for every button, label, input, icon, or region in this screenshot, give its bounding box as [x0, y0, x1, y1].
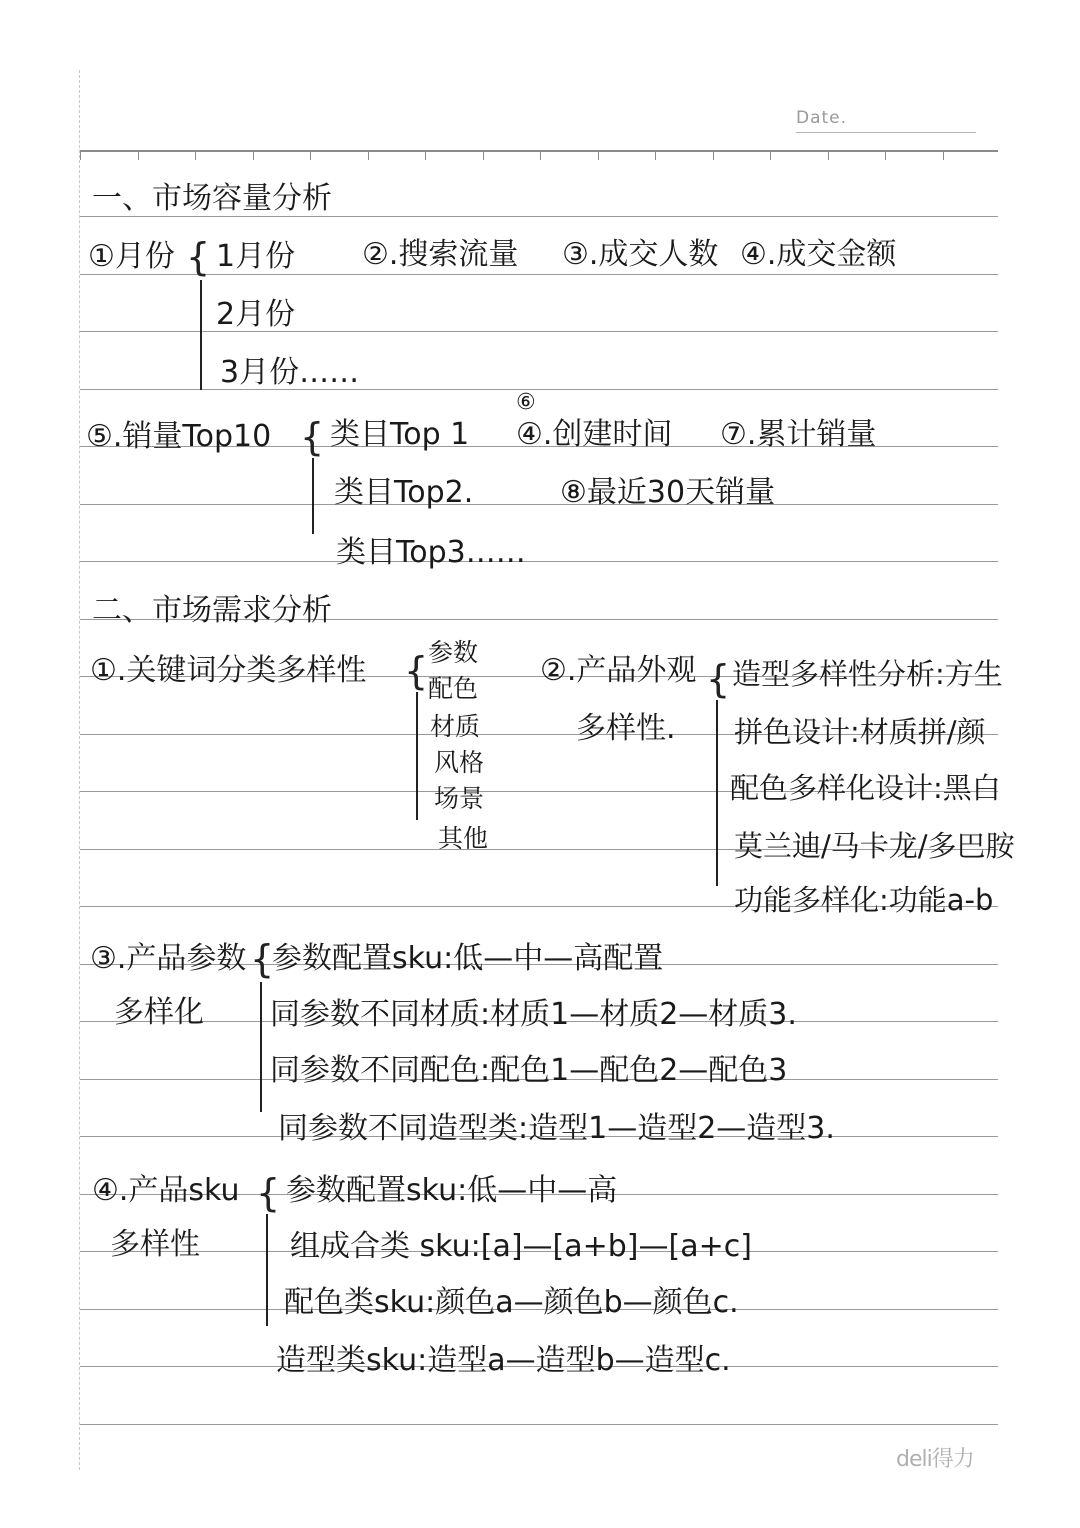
header-tick — [828, 150, 829, 160]
keyword-item-3: 材质 — [430, 712, 481, 741]
header-tick — [943, 150, 944, 160]
header-tick — [425, 150, 426, 160]
params-brace-line — [260, 982, 262, 1112]
header-tick — [195, 150, 196, 160]
ruled-line — [80, 216, 998, 217]
appearance-brace: { — [706, 657, 731, 701]
header-tick — [138, 150, 139, 160]
ruled-line — [80, 504, 998, 505]
header-tick — [80, 150, 81, 160]
header-tick — [540, 150, 541, 160]
top10-brace: { — [300, 415, 325, 459]
appearance-item-2: 拼色设计:材质拼/颜 — [734, 715, 986, 749]
ruled-line — [80, 1424, 998, 1425]
month-label: ①月份 — [88, 239, 175, 274]
appearance-brace-line — [716, 700, 718, 886]
header-tick — [253, 150, 254, 160]
header-tick — [885, 150, 886, 160]
appearance-item-4: 莫兰迪/马卡龙/多巴胺 — [734, 829, 1015, 863]
ruled-line — [80, 389, 998, 390]
metric-buyers: ③.成交人数 — [562, 237, 719, 272]
header-rule — [80, 150, 998, 152]
keyword-brace: { — [404, 649, 429, 693]
month-brace: { — [186, 235, 211, 279]
header-tick — [655, 150, 656, 160]
sku-item-3: 配色类sku:颜色a—颜色b—颜色c. — [284, 1285, 739, 1320]
header-tick — [483, 150, 484, 160]
params-item-3: 同参数不同配色:配色1—配色2—配色3 — [270, 1053, 788, 1088]
appearance-label-2: 多样性. — [576, 711, 676, 746]
ruled-line — [80, 561, 998, 562]
metric-gmv: ④.成交金额 — [740, 237, 897, 272]
top10-item-2: 类目Top2. — [334, 475, 474, 510]
params-item-1: 参数配置sku:低—中—高配置 — [272, 941, 664, 976]
sku-brace-line — [266, 1214, 268, 1326]
top10-item-1: 类目Top 1 — [330, 417, 470, 452]
header-tick — [310, 150, 311, 160]
correction-mark: ⑥ — [516, 390, 536, 415]
params-label: ③.产品参数 — [90, 941, 247, 976]
sku-item-1: 参数配置sku:低—中—高 — [286, 1173, 618, 1208]
appearance-item-3: 配色多样化设计:黑白 — [730, 771, 1001, 805]
params-item-4: 同参数不同造型类:造型1—造型2—造型3. — [278, 1111, 835, 1146]
top10-brace-line — [312, 458, 314, 534]
header-tick — [598, 150, 599, 160]
date-line — [796, 132, 976, 133]
month-brace-line — [200, 280, 202, 390]
month-item-2: 2月份 — [216, 297, 296, 332]
keyword-item-5: 场景 — [434, 784, 485, 813]
appearance-item-1: 造型多样性分析:方生 — [732, 657, 1003, 691]
appearance-label: ②.产品外观 — [540, 653, 697, 688]
metric-created-time: ④.创建时间 — [516, 417, 673, 452]
keyword-item-1: 参数 — [428, 638, 479, 667]
sku-item-4: 造型类sku:造型a—造型b—造型c. — [276, 1343, 731, 1378]
keyword-label: ①.关键词分类多样性 — [90, 653, 367, 688]
top10-item-3: 类目Top3…… — [336, 535, 526, 570]
date-label: Date. — [796, 108, 848, 128]
metric-search-traffic: ②.搜索流量 — [362, 237, 519, 272]
metric-total-sales: ⑦.累计销量 — [720, 417, 877, 452]
header-tick — [713, 150, 714, 160]
metric-30day-sales: ⑧最近30天销量 — [560, 475, 776, 510]
margin-line — [79, 70, 80, 1470]
appearance-item-5: 功能多样化:功能a-b — [734, 883, 994, 917]
params-item-2: 同参数不同材质:材质1—材质2—材质3. — [270, 997, 797, 1032]
keyword-item-2: 配色 — [428, 674, 479, 703]
sku-label: ④.产品sku — [92, 1173, 240, 1208]
keyword-brace-line — [416, 692, 418, 820]
brand-logo: deli得力 — [896, 1447, 974, 1472]
header-tick — [368, 150, 369, 160]
month-item-3: 3月份…… — [220, 355, 360, 390]
section2-title: 二、市场需求分析 — [92, 593, 332, 628]
params-brace: { — [250, 937, 275, 981]
params-label-2: 多样化 — [114, 995, 204, 1030]
top10-label: ⑤.销量Top10 — [86, 419, 272, 454]
sku-brace: { — [256, 1171, 281, 1215]
keyword-item-6: 其他 — [438, 824, 489, 853]
month-item-1: 1月份 — [216, 239, 296, 274]
header-tick — [770, 150, 771, 160]
section1-title: 一、市场容量分析 — [92, 181, 332, 216]
sku-item-2: 组成合类 sku:[a]—[a+b]—[a+c] — [290, 1229, 752, 1264]
keyword-item-4: 风格 — [434, 748, 485, 777]
sku-label-2: 多样性 — [110, 1227, 200, 1262]
